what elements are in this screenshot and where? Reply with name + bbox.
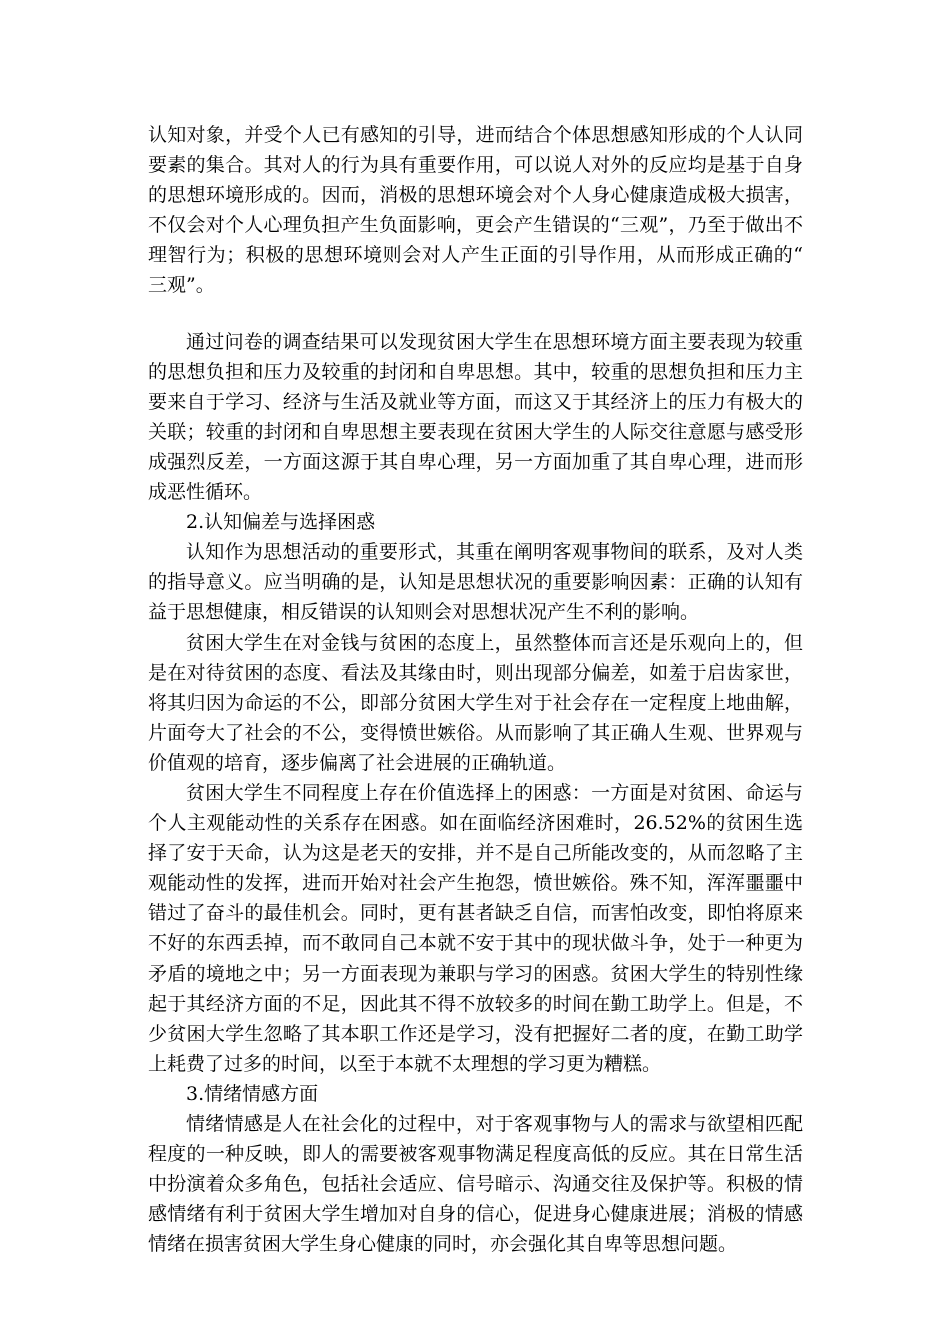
body-paragraph: 通过问卷的调查结果可以发现贫困大学生在思想环境方面主要表现为较重的思想负担和压力及较重的封闭和自卑思想。其中，较重的思想负担和压力主要来自于学习、经济与生活及就业等方面，而这又于其经济上的压力有极大的关联；较重的封闭和自卑思想主要表现在贫困大学生的人际交往意愿与感受形成强烈反差，一方面这源于其自卑心理，另一方面加重了其自卑心理，进而形成恶性循环。	[148, 330, 803, 504]
section-heading: 3.情绪情感方面	[186, 1082, 319, 1105]
section-heading: 2.认知偏差与选择困惑	[186, 511, 376, 534]
document-page	[148, 120, 803, 1259]
paragraph-gap	[148, 301, 803, 327]
body-paragraph: 贫困大学生不同程度上存在价值选择上的困惑：一方面是对贫困、命运与个人主观能动性的关系存在困惑。如在面临经济困难时，26.52%的贫困生选择了安于天命，认为这是老天的安排，并不是自己所能改变的，从而忽略了主观能动性的发挥，进而开始对社会产生抱怨，愤世嫉俗。殊不知，浑浑噩噩中错过了奋斗的最佳机会。同时，更有甚者缺乏自信，而害怕改变，即怕将原来不好的东西丢掉，而不敢同自己本就不安于其中的现状做斗争，处于一种更为矛盾的境地之中；另一方面表现为兼职与学习的困惑。贫困大学生的特别性缘起于其经济方面的不足，因此其不得不放较多的时间在勤工助学上。但是，不少贫困大学生忽略了其本职工作还是学习，没有把握好二者的度，在勤工助学上耗费了过多的时间，以至于本就不太理想的学习更为糟糕。	[148, 781, 803, 1075]
body-paragraph: 贫困大学生在对金钱与贫困的态度上，虽然整体而言还是乐观向上的，但是在对待贫困的态度、看法及其缘由时，则出现部分偏差，如羞于启齿家世，将其归因为命运的不公，即部分贫困大学生对于社会存在一定程度上地曲解，片面夸大了社会的不公，变得愤世嫉俗。从而影响了其正确人生观、世界观与价值观的培育，逐步偏离了社会进展的正确轨道。	[148, 631, 803, 774]
body-paragraph: 情绪情感是人在社会化的过程中，对于客观事物与人的需求与欲望相匹配程度的一种反映，即人的需要被客观事物满足程度高低的反应。其在日常生活中扮演着众多角色，包括社会适应、信号暗示、沟通交往及保护等。积极的情感情绪有利于贫困大学生增加对自身的信心，促进身心健康进展；消极的情感情绪在损害贫困大学生身心健康的同时，亦会强化其自卑等思想问题。	[148, 1113, 803, 1256]
body-paragraph: 认知对象，并受个人已有感知的引导，进而结合个体思想感知形成的个人认同要素的集合。其对人的行为具有重要作用，可以说人对外的反应均是基于自身的思想环境形成的。因而，消极的思想环境会对个人身心健康造成极大损害，不仅会对个人心理负担产生负面影响，更会产生错误的“三观”，乃至于做出不理智行为；积极的思想环境则会对人产生正面的引导作用，从而形成正确的“三观”。	[148, 124, 803, 297]
body-paragraph: 认知作为思想活动的重要形式，其重在阐明客观事物间的联系，及对人类的指导意义。应当明确的是，认知是思想状况的重要影响因素：正确的认知有益于思想健康，相反错误的认知则会对思想状况产生不利的影响。	[148, 541, 803, 624]
